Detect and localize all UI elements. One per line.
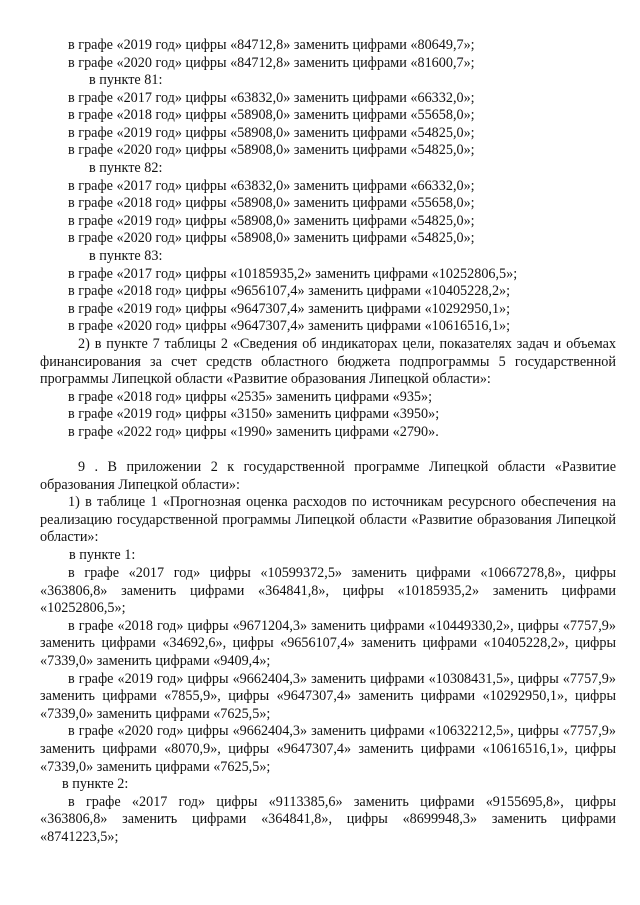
point-83-block [40,248,616,336]
point-83-heading: в пункте 83: [89,248,163,264]
point-82-block [40,160,616,248]
section-9-paragraph: 9 . В приложении 2 к государственной программе Липецкой области «Развитие образования Липецкой области»: [40,459,616,493]
point-81-heading: в пункте 81: [89,72,163,88]
amendment-line: в графе «2018 год» цифры «2535» заменить цифрами «935»; [68,388,433,405]
amendment-paragraph: в графе «2019 год» цифры «9662404,3» заменить цифрами «10308431,5», цифры «7757,9» заменить цифрами «7855,9», цифры «9647307,4» заменить цифрами «10292950,1», цифры «7339,0» заменить цифрами «7625,5»; [40,670,616,722]
amendment-line: в графе «2018 год» цифры «9656107,4» заменить цифрами «10405228,2»; [68,283,511,300]
amendment-block-80 [40,37,616,72]
point-81-block [40,72,616,160]
amendment-paragraph: в графе «2017 год» цифры «10599372,5» заменить цифрами «10667278,8», цифры «363806,8» заменить цифрами «364841,8», цифры «10185935,2» заменить цифрами «10252806,5»; [40,565,616,617]
amendment-paragraph: в графе «2017 год» цифры «9113385,6» заменить цифрами «9155695,8», цифры «363806,8» заменить цифрами «364841,8», цифры «8699948,3» заменить цифрами «8741223,5»; [40,793,616,845]
section-9-item-1: 1) в таблице 1 «Прогнозная оценка расходов по источникам ресурсного обеспечения на реализацию государственной программы Липецкой области «Развитие образования Липецкой области»: [40,494,616,546]
amendment-line: в графе «2019 год» цифры «3150» заменить цифрами «3950»; [68,406,440,423]
amendment-line: в графе «2017 год» цифры «63832,0» заменить цифрами «66332,0»; [68,177,475,194]
amendment-line: в графе «2020 год» цифры «9647307,4» заменить цифрами «10616516,1»; [68,318,511,335]
point-1-block [40,565,616,776]
amendment-line: в графе «2022 год» цифры «1990» заменить цифрами «2790». [68,423,439,440]
amendment-line: в графе «2019 год» цифры «9647307,4» заменить цифрами «10292950,1»; [68,300,511,317]
section-9-block [40,459,616,565]
amendment-line: в графе «2020 год» цифры «58908,0» заменить цифрами «54825,0»; [68,142,475,159]
item-2-block [40,336,616,442]
amendment-line: в графе «2019 год» цифры «84712,8» заменить цифрами «80649,7»; [68,37,475,53]
item-2-paragraph: 2) в пункте 7 таблицы 2 «Сведения об индикаторах цели, показателях задач и объемах финансирования за счет средств областного бюджета подпрограммы 5 государственной программы Липецкой области «Развитие образования Липецкой области»: [40,336,616,388]
amendment-line: в графе «2017 год» цифры «10185935,2» заменить цифрами «10252806,5»; [68,265,518,282]
amendment-line: в графе «2018 год» цифры «58908,0» заменить цифрами «55658,0»; [68,107,475,124]
amendment-line: в графе «2018 год» цифры «58908,0» заменить цифрами «55658,0»; [68,195,475,212]
point-1-heading: в пункте 1: [69,546,136,563]
point-2-heading: в пункте 2: [62,776,129,792]
amendment-line: в графе «2019 год» цифры «58908,0» заменить цифрами «54825,0»; [68,212,475,229]
point-82-heading: в пункте 82: [89,160,163,176]
amendment-line: в графе «2019 год» цифры «58908,0» заменить цифрами «54825,0»; [68,124,475,141]
amendment-line: в графе «2017 год» цифры «63832,0» заменить цифрами «66332,0»; [68,89,475,106]
point-2-block [40,776,616,846]
amendment-line: в графе «2020 год» цифры «84712,8» заменить цифрами «81600,7»; [68,54,475,71]
amendment-paragraph: в графе «2018 год» цифры «9671204,3» заменить цифрами «10449330,2», цифры «7757,9» заменить цифрами «34692,6», цифры «9656107,4» заменить цифрами «10405228,2», цифры «7339,0» заменить цифрами «9409,4»; [40,617,616,669]
amendment-paragraph: в графе «2020 год» цифры «9662404,3» заменить цифрами «10632212,5», цифры «7757,9» заменить цифрами «8070,9», цифры «9647307,4» заменить цифрами «10616516,1», цифры «7339,0» заменить цифрами «7625,5»; [40,723,616,775]
amendment-line: в графе «2020 год» цифры «58908,0» заменить цифрами «54825,0»; [68,230,475,247]
